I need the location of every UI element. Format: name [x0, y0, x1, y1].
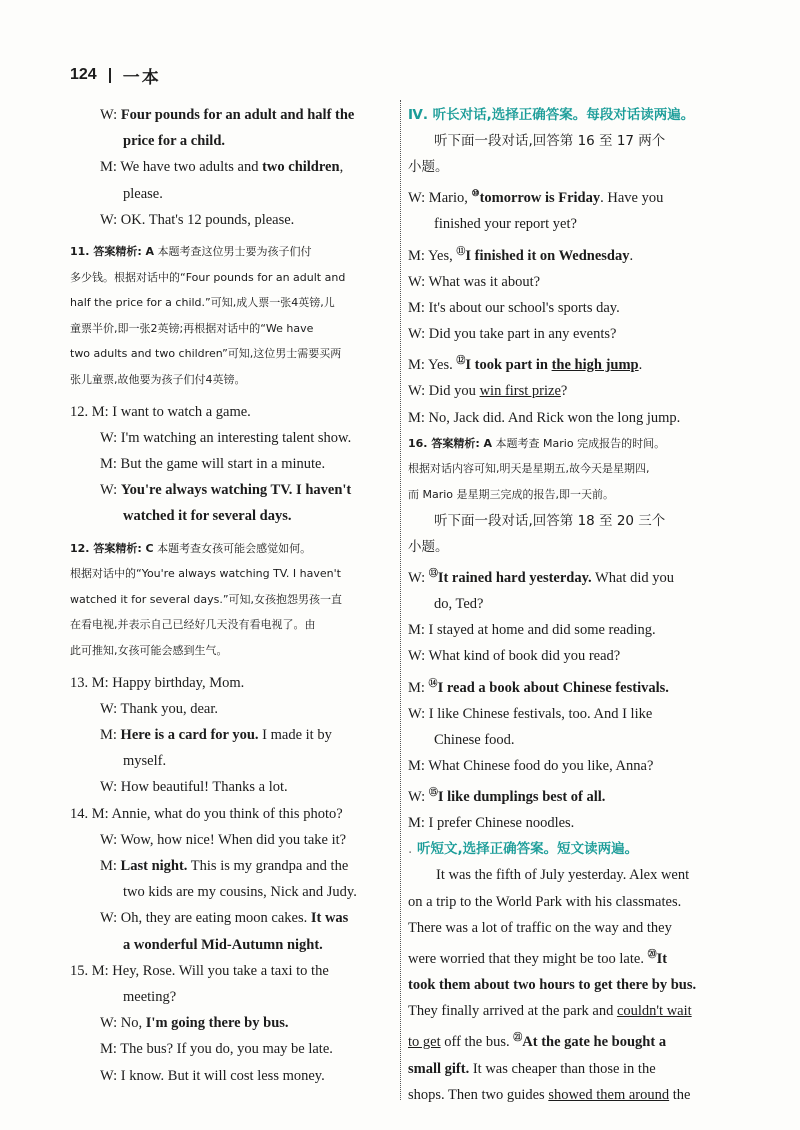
dialogue-line: W: I like Chinese festivals, too. And I like [408, 705, 653, 722]
dialogue-line: W: What was it about? [408, 273, 541, 290]
question-13: 13. M: Happy birthday, Mom. [70, 674, 245, 691]
dialogue-line: M: Here is a card for you. I made it by [100, 726, 332, 743]
dialogue-line: M: Last night. This is my grandpa and the [100, 857, 349, 874]
dialogue-line: W: Did you win first prize? [408, 383, 568, 400]
dialogue-line: Chinese food. [434, 731, 515, 748]
dialogue-line: meeting? [123, 989, 177, 1005]
dialogue-line: W: OK. That's 12 pounds, please. [100, 211, 295, 228]
column-divider [400, 100, 401, 1100]
instruction: 听下面一段对话,回答第 16 至 17 两个 [434, 133, 666, 149]
answer-analysis-11: 11. 答案精析: A 本题考查这位男士要为孩子们付 多少钱。根据对话中的“Four pounds for an adult and half the price for a child.”可知,成人票一张4英镑,儿 童票半价,即一张2英镑;再根据对话中的“We have two adults and two children”可知,这位男士需要买两 张儿童票,故他要为孩子们付4英镑。 [70, 245, 346, 386]
dialogue-line: M: ⑭I read a book about Chinese festivals. [408, 677, 669, 696]
dialogue-line: W: Thank you, dear. [100, 700, 218, 717]
dialogue-line: W: ⑮I like dumplings best of all. [408, 787, 606, 806]
page-number: 124 [70, 66, 97, 83]
dialogue-line: M: It's about our school's sports day. [408, 299, 620, 316]
dialogue-line: M: I prefer Chinese noodles. [408, 815, 575, 832]
dialogue-line: price for a child. [123, 133, 226, 150]
dialogue-line: please. [123, 185, 163, 202]
question-12: 12. M: I want to watch a game. [70, 403, 251, 420]
passage: It was the fifth of July yesterday. Alex went on a trip to the World Park with his classmates. There was a lot of traffic on the way and they were worried that they might be too late. ⑳It took them about two hours to get there by bus. They finally arrived at the park and couldn't wait to get off the bus. $^㉑$At the gate he bought a small gift. It was cheaper than those in the shops. Then two guides showed them around the [408, 867, 697, 1103]
dialogue-line: myself. [123, 753, 167, 770]
instruction: 听下面一段对话,回答第 18 至 20 三个 [434, 512, 666, 529]
answer-analysis-16: 16. 答案精析: A 本题考查 Mario 完成报告的时间。 根据对话内容可知,明天是星期五,故今天是星期四, 而 Mario 是星期三完成的报告,即一天前。 [408, 436, 666, 501]
dialogue-line: M: No, Jack did. And Rick won the long jump. [408, 409, 681, 426]
brand-logo: 一本 [122, 67, 161, 88]
dialogue-line: W: Four pounds for an adult and half the [100, 107, 355, 123]
dialogue-line: M: We have two adults and two children, [100, 159, 344, 176]
header-separator [109, 68, 111, 83]
dialogue-line: W: No, I'm going there by bus. [100, 1015, 289, 1032]
left-column [70, 102, 392, 1089]
dialogue-line: M: Yes, ⑪I finished it on Wednesday. [408, 245, 634, 264]
dialogue-line: W: Oh, they are eating moon cakes. It was [100, 910, 349, 927]
dialogue-line: W: What kind of book did you read? [408, 648, 621, 665]
dialogue-line: W: ⑬It rained hard yesterday. What did you [408, 567, 674, 586]
dialogue-line: do, Ted? [434, 595, 484, 612]
section-heading-5: . 听短文,选择正确答案。短文读两遍。 [408, 841, 639, 858]
dialogue-line: W: How beautiful! Thanks a lot. [100, 779, 288, 796]
section-heading-4: Ⅳ. 听长对话,选择正确答案。每段对话读两遍。 [408, 107, 695, 123]
dialogue-line: M: I stayed at home and did some reading. [408, 622, 656, 639]
question-15: 15. M: Hey, Rose. Will you take a taxi to the [70, 962, 329, 979]
dialogue-line: M: Yes. ⑫I took part in the high jump. [408, 355, 643, 374]
dialogue-line: M: What Chinese food do you like, Anna? [408, 757, 654, 774]
dialogue-line: W: Did you take part in any events? [408, 326, 617, 343]
dialogue-line: a wonderful Mid-Autumn night. [123, 936, 323, 953]
instruction: 小题。 [408, 159, 449, 176]
answer-analysis-12: 12. 答案精析: C 本题考查女孩可能会感觉如何。 根据对话中的“You're always watching TV. I haven't watched it for several days.”可知,女孩抱怨男孩一直 在看电视,并表示自己已经好几天没有看电视了。由 此可推知,女孩可能会感到生气。 [70, 541, 343, 657]
dialogue-line: two kids are my cousins, Nick and Judy. [123, 884, 357, 901]
dialogue-line: W: I know. But it will cost less money. [100, 1067, 325, 1084]
dialogue-line: W: I'm watching an interesting talent show. [100, 429, 352, 446]
dialogue-line: W: Mario, ⑩tomorrow is Friday. Have you [408, 188, 664, 207]
dialogue-line: W: Wow, how nice! When did you take it? [100, 831, 347, 848]
page-header [70, 62, 161, 88]
instruction: 小题。 [408, 538, 449, 555]
right-column [408, 102, 726, 1108]
question-14: 14. M: Annie, what do you think of this photo? [70, 805, 343, 822]
dialogue-line: M: The bus? If you do, you may be late. [100, 1041, 333, 1058]
dialogue-line: M: But the game will start in a minute. [100, 455, 326, 472]
dialogue-line: finished your report yet? [434, 216, 577, 233]
dialogue-line: watched it for several days. [123, 508, 292, 525]
dialogue-line: W: You're always watching TV. I haven't [100, 482, 352, 499]
